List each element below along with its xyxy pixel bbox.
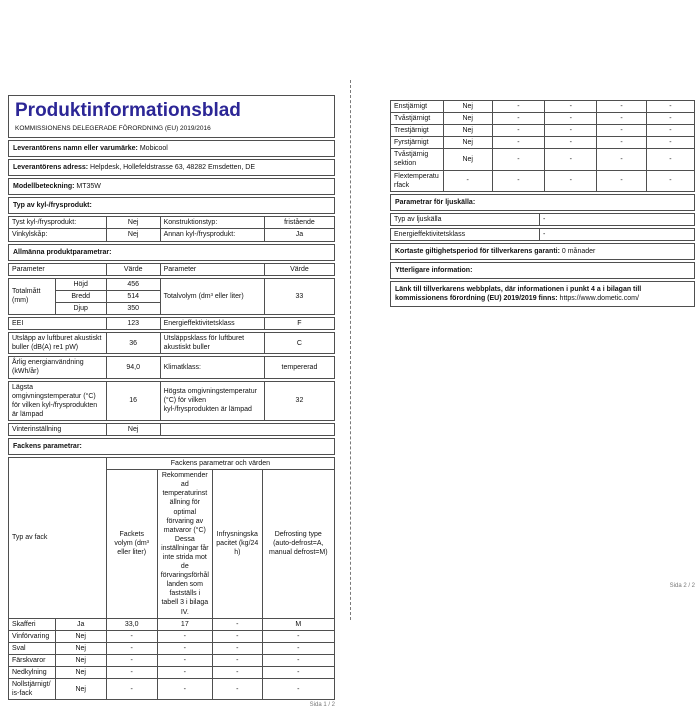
compartment-value: -: [492, 113, 545, 125]
compartment-present: Ja: [55, 618, 106, 630]
compartment-value: -: [262, 642, 334, 654]
compartment-value: -: [157, 642, 212, 654]
warranty-value: 0 månader: [561, 248, 596, 256]
section-header-compartments: Fackens parametrar:: [8, 438, 335, 455]
general-parameters-row: [8, 332, 335, 354]
table-row: [391, 170, 695, 191]
param-label: Typ av ljuskälla: [391, 213, 540, 225]
section-header-light-source: Parametrar för ljuskälla:: [390, 194, 695, 211]
compartment-value: -: [262, 679, 334, 700]
param-value: 16: [106, 381, 160, 420]
param-label: Annan kyl-/frysprodukt:: [160, 229, 264, 241]
compartment-value: -: [262, 630, 334, 642]
param-label: Klimatklass:: [160, 357, 264, 378]
compartment-present: Nej: [443, 113, 492, 125]
param-label: Högsta omgivningstemperatur (°C) för vilken kyl-/frysprodukten är lämpad: [160, 381, 264, 420]
column-header: Rekommenderad temperaturinställning för optimal förvaring av matvaror (°C) Dessa inställningar får inte strida mot de förvaringsförhållanden som fastställs i tabell 3 i bilaga IV.: [157, 470, 212, 619]
page-footer: Sida 2 / 2: [669, 583, 695, 589]
product-type-table: [8, 216, 335, 241]
compartment-value: -: [646, 149, 694, 170]
dimensions-label: Totalmått (mm): [9, 278, 56, 314]
compartment-value: -: [492, 137, 545, 149]
param-value: tempererad: [264, 357, 334, 378]
param-label: Energieffektivitetsklass: [391, 228, 540, 240]
document-subtitle: KOMMISSIONENS DELEGERADE FÖRORDNING (EU) 2019/2016: [15, 125, 211, 132]
param-label: Årlig energianvändning (kWh/år): [9, 357, 107, 378]
param-value: F: [264, 318, 334, 330]
table-row: [9, 618, 335, 630]
model-value: MT35W: [76, 183, 101, 191]
table-row: [9, 630, 335, 642]
compartment-value: -: [492, 170, 545, 191]
compartment-present: -: [443, 170, 492, 191]
compartment-value: -: [492, 101, 545, 113]
table-row: [391, 149, 695, 170]
compartment-value: -: [106, 630, 157, 642]
section-header-additional-info: Ytterligare information:: [390, 262, 695, 279]
compartment-value: -: [545, 101, 597, 113]
param-value: 94,0: [106, 357, 160, 378]
model-row: [8, 178, 335, 195]
column-header: Defrosting type (auto-defrost=A, manual defrost=M): [262, 470, 334, 619]
param-value: Nej: [106, 423, 160, 435]
compartment-value: -: [597, 170, 647, 191]
param-value: 36: [106, 333, 160, 354]
compartment-value: -: [213, 679, 263, 700]
compartment-value: -: [213, 630, 263, 642]
compartment-value: -: [106, 679, 157, 700]
param-label: Konstruktionstyp:: [160, 217, 264, 229]
light-source-row: [390, 213, 695, 226]
compartment-value: -: [597, 101, 647, 113]
compartment-present: Nej: [443, 125, 492, 137]
parameter-header-row: [8, 263, 335, 276]
table-row: [9, 318, 335, 330]
general-parameters-row: [8, 381, 335, 421]
param-value: fristående: [264, 217, 334, 229]
empty-cell: [160, 423, 334, 435]
winter-setting-row: [8, 423, 335, 436]
compartment-value: -: [646, 170, 694, 191]
compartment-value: -: [213, 654, 263, 666]
compartment-value: -: [157, 667, 212, 679]
compartment-value: -: [213, 618, 263, 630]
compartment-value: -: [213, 667, 263, 679]
manufacturer-website-link: https://www.dometic.com/: [559, 295, 639, 303]
compartment-value: -: [597, 137, 647, 149]
table-row: [9, 229, 335, 241]
volume-label: Totalvolym (dm³ eller liter): [160, 278, 264, 314]
group-header: Fackens parametrar och värden: [106, 458, 334, 470]
manufacturer-link-label: Länk till tillverkarens webbplats, där informationen i punkt 4 a i bilagan till kommissionens förordning (EU) 2019/2019 finns:: [395, 286, 642, 303]
param-label: EEI: [9, 318, 107, 330]
compartment-name: Tvåstjärnigt: [391, 113, 444, 125]
volume-value: 33: [264, 278, 334, 314]
table-row: [391, 213, 695, 225]
page-1: [8, 95, 335, 708]
compartment-value: -: [157, 679, 212, 700]
table-row: [391, 101, 695, 113]
compartment-value: -: [262, 667, 334, 679]
compartment-name: Flextemperaturfack: [391, 170, 444, 191]
compartment-present: Nej: [443, 101, 492, 113]
param-label: Vinkylskåp:: [9, 229, 107, 241]
param-label: Tyst kyl-/frysprodukt:: [9, 217, 107, 229]
compartment-value: -: [545, 125, 597, 137]
dimension-name: Höjd: [55, 278, 106, 290]
page-2: [390, 100, 695, 307]
compartment-value: M: [262, 618, 334, 630]
table-row: [9, 381, 335, 420]
table-row: [9, 333, 335, 354]
table-row: [9, 458, 335, 470]
dimension-name: Bredd: [55, 290, 106, 302]
table-row: [9, 217, 335, 229]
supplier-name-row: [8, 140, 335, 157]
compartment-name: Färskvaror: [9, 654, 56, 666]
compartment-value: -: [597, 113, 647, 125]
warranty-label: Kortaste giltighetsperiod för tillverkarens garanti:: [395, 248, 560, 256]
compartment-value: -: [492, 125, 545, 137]
param-label: Utsläpp av luftburet akustiskt buller (dB(A) re1 pW): [9, 333, 107, 354]
compartment-value: -: [646, 113, 694, 125]
compartments-table-continued: [390, 100, 695, 192]
param-value: C: [264, 333, 334, 354]
param-label: Energieffektivitetsklass: [160, 318, 264, 330]
compartment-name: Fyrstjärnigt: [391, 137, 444, 149]
compartment-value: -: [213, 642, 263, 654]
table-row: [9, 679, 335, 700]
dimensions-table: [8, 278, 335, 315]
table-row: [9, 278, 335, 290]
compartment-present: Nej: [55, 642, 106, 654]
general-parameters-row: [8, 317, 335, 330]
compartment-value: -: [545, 170, 597, 191]
section-header-general-parameters: Allmänna produktparametrar:: [8, 244, 335, 261]
table-row: [9, 654, 335, 666]
param-value: Ja: [264, 229, 334, 241]
param-value: -: [539, 213, 694, 225]
table-row: [9, 357, 335, 378]
compartment-name: Trestjärnigt: [391, 125, 444, 137]
dimension-value: 456: [106, 278, 160, 290]
compartment-present: Nej: [55, 654, 106, 666]
table-row: [9, 667, 335, 679]
page-separator: [350, 80, 351, 620]
param-value: 123: [106, 318, 160, 330]
compartment-present: Nej: [55, 667, 106, 679]
compartment-name: Vinförvaring: [9, 630, 56, 642]
param-value: Nej: [106, 217, 160, 229]
table-row: [391, 228, 695, 240]
compartment-value: -: [545, 137, 597, 149]
table-row: [9, 423, 335, 435]
compartment-value: -: [545, 149, 597, 170]
column-header: Parameter: [160, 263, 264, 275]
model-label: Modellbeteckning:: [13, 183, 75, 191]
table-row: [9, 263, 335, 275]
dimension-name: Djup: [55, 302, 106, 314]
compartment-name: Sval: [9, 642, 56, 654]
dimension-value: 514: [106, 290, 160, 302]
param-value: -: [539, 228, 694, 240]
compartment-value: -: [492, 149, 545, 170]
dimension-value: 350: [106, 302, 160, 314]
compartment-name: Enstjärnigt: [391, 101, 444, 113]
compartment-present: Nej: [55, 679, 106, 700]
column-header: Värde: [264, 263, 334, 275]
compartment-value: -: [106, 667, 157, 679]
light-source-row: [390, 228, 695, 241]
column-header: Värde: [106, 263, 160, 275]
compartment-name: Skafferi: [9, 618, 56, 630]
compartment-value: -: [597, 149, 647, 170]
compartment-name: Tvåstjärnig sektion: [391, 149, 444, 170]
compartment-value: -: [597, 125, 647, 137]
table-row: [391, 137, 695, 149]
compartment-name: Nollstjärnigt/is-fack: [9, 679, 56, 700]
compartment-value: -: [157, 654, 212, 666]
supplier-name-value: Mobicool: [139, 145, 168, 152]
compartment-present: Nej: [55, 630, 106, 642]
compartment-value: 33,0: [106, 618, 157, 630]
supplier-name-label: Leverantörens namn eller varumärke:: [13, 145, 138, 152]
param-value: 32: [264, 381, 334, 420]
compartments-table: [8, 457, 335, 700]
supplier-address-value: Helpdesk, Hollefeldstrasse 63, 48282 Emsdetten, DE: [90, 164, 256, 172]
document-title: Produktinformationsblad: [15, 100, 241, 121]
compartment-value: -: [106, 642, 157, 654]
param-label: Vinterinställning: [9, 423, 107, 435]
compartment-value: -: [262, 654, 334, 666]
compartment-value: -: [545, 113, 597, 125]
param-label: Lägsta omgivningstemperatur (°C) för vilken kyl-/frysprodukten är lämpad: [9, 381, 107, 420]
compartment-present: Nej: [443, 137, 492, 149]
compartment-present: Nej: [443, 149, 492, 170]
warranty-row: [390, 243, 695, 260]
manufacturer-link-row: [390, 281, 695, 307]
compartment-type-header: Typ av fack: [9, 458, 107, 619]
table-row: [391, 113, 695, 125]
title-box: [8, 95, 335, 138]
column-header: Fackets volym (dm³ eller liter): [106, 470, 157, 619]
compartment-value: 17: [157, 618, 212, 630]
general-parameters-row: [8, 356, 335, 378]
param-label: Utsläppsklass för luftburet akustiskt buller: [160, 333, 264, 354]
page-footer: Sida 1 / 2: [309, 702, 335, 708]
column-header: Parameter: [9, 263, 107, 275]
compartment-name: Nedkylning: [9, 667, 56, 679]
section-header-product-type: Typ av kyl-/frysprodukt:: [8, 197, 335, 214]
column-header: Infrysningskapacitet (kg/24 h): [213, 470, 263, 619]
supplier-address-row: [8, 159, 335, 176]
compartment-value: -: [646, 125, 694, 137]
compartment-value: -: [646, 137, 694, 149]
supplier-address-label: Leverantörens adress:: [13, 164, 89, 172]
compartment-value: -: [106, 654, 157, 666]
compartment-value: -: [157, 630, 212, 642]
compartment-value: -: [646, 101, 694, 113]
table-row: [9, 642, 335, 654]
table-row: [391, 125, 695, 137]
param-value: Nej: [106, 229, 160, 241]
